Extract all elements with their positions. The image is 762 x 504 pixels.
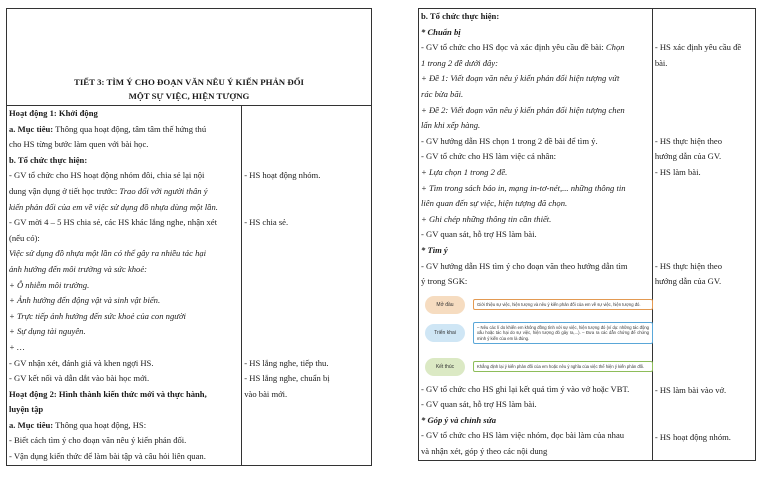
topic-2: + Đề 2: Viết đoạn văn nêu ý kiến phản đối hiện tượng chen: [421, 104, 625, 115]
student-line: - HS thực hiện theo: [654, 135, 723, 146]
org-line: - GV nhận xét, đánh giá và khen ngợi HS.: [9, 357, 154, 368]
student-line: - HS làm bài.: [654, 166, 701, 177]
org-line-italic: liên quan đến sự việc, hiện tượng đã chọn.: [421, 198, 568, 209]
student-line: - HS hoạt động nhóm.: [654, 432, 731, 443]
page-gutter: [376, 0, 386, 504]
student-line: - HS xác định yêu cầu đề: [654, 42, 742, 53]
lesson-title: TIẾT 3: TÌM Ý CHO ĐOẠN VĂN NÊU Ý KIẾN PHẢN ĐỐI: [74, 77, 304, 87]
student-line: - HS làm bài vào vở.: [654, 385, 727, 396]
goal-item: - Biết cách tìm ý cho đoạn văn nêu ý kiến phản đối.: [9, 435, 187, 446]
topic-1: + Đề 1: Viết đoạn văn nêu ý kiến phản đối hiện tượng vứt: [421, 73, 620, 84]
student-line: hướng dẫn của GV.: [654, 151, 722, 162]
section-prep: * Chuẩn bị: [421, 26, 461, 37]
conclusion-cloud-icon: Kết thúc: [425, 358, 465, 376]
goal-label: a. Mục tiêu:: [9, 123, 54, 134]
org-line-italic: kiến phản đối của em về việc sử dụng đồ nhựa dùng một lần.: [9, 201, 218, 212]
goal-text: Thông qua hoạt động, HS:: [53, 419, 147, 430]
org-line: và nhận xét, góp ý theo các nội dung: [421, 446, 548, 457]
org-line: ý trong SGK:: [421, 276, 468, 287]
student-line: - HS thực hiện theo: [654, 260, 723, 271]
org-line-italic: Việc sử dụng đồ nhựa một lần có thể gây ra nhiều tác hại: [9, 248, 207, 259]
body-cloud-icon: Triển khai: [425, 324, 465, 342]
left-page: [0, 0, 376, 504]
org-line-italic: ảnh hưởng đến môi trường và sức khoẻ:: [9, 263, 148, 274]
student-line: vào bài mới.: [244, 388, 288, 399]
org-line: - GV tổ chức cho HS đọc và xác định yêu cầu đề bài:: [421, 42, 606, 53]
body-description: – Nêu các lí do khiến em không đồng tình với sự việc, hiện tượng đó (ví dụ: những tác động xấu hoặc tác hại do sự việc, hiện tượng đó gây ra,...). – Đưa ra các dẫn chứng để chứng minh ý kiến của em là đúng.: [473, 322, 653, 345]
lesson-table-right: [418, 8, 756, 461]
student-line: - HS hoạt động nhóm.: [244, 170, 321, 181]
org-line: - GV tổ chức cho HS ghi lại kết quả tìm ý vào vở hoặc VBT.: [421, 383, 630, 394]
activity2-heading-cont: luyện tập: [9, 404, 44, 415]
student-line: bài.: [654, 57, 668, 68]
student-line: - HS lắng nghe, tiếp thu.: [244, 357, 329, 368]
org-line: - GV hướng dẫn HS chọn 1 trong 2 đề bài để tìm ý.: [421, 135, 598, 146]
org-line: - GV mời 4 – 5 HS chia sẻ, các HS khác lắng nghe, nhận xét: [9, 217, 217, 228]
org-line: - GV quan sát, hỗ trợ HS làm bài.: [421, 229, 537, 240]
org-line-italic: + Ô nhiễm môi trường.: [9, 279, 90, 290]
org-line-italic: + Ghi chép những thông tin cần thiết.: [421, 213, 552, 224]
outline-step-body: [425, 322, 653, 345]
intro-description: Giới thiệu sự việc, hiện tượng và nêu ý kiến phản đối của em về sự việc, hiện tượng đó.: [473, 299, 653, 311]
outline-step-conclusion: [425, 358, 653, 376]
teacher-activities-cell: [419, 9, 653, 461]
org-heading: b. Tổ chức thực hiện:: [421, 11, 500, 21]
conclusion-description: Khẳng định lại ý kiến phản đối của em hoặc nêu ý nghĩa của việc thể hiện ý kiến phản đối.: [473, 361, 653, 373]
student-activities-cell: [242, 106, 372, 466]
org-line-italic: + Tìm trong sách báo in, mạng in-tơ-nét,... những thông tin: [421, 182, 626, 193]
student-line: - HS lắng nghe, chuẩn bị: [244, 373, 330, 384]
org-line-italic: + Sự dụng tài nguyên.: [9, 326, 86, 337]
section-edit: * Góp ý và chỉnh sửa: [421, 414, 497, 425]
org-line: dung vận dụng ở tiết học trước:: [9, 185, 120, 196]
org-heading: b. Tổ chức thực hiện:: [9, 154, 88, 165]
org-line-italic: + Trực tiếp ảnh hưởng đến sức khoẻ của con người: [9, 310, 186, 321]
outline-diagram: [421, 294, 650, 380]
goal-text: Thông qua hoạt động, tâm tâm thế hứng thú: [53, 123, 207, 134]
teacher-activities-cell: [7, 106, 242, 466]
section-find: * Tìm ý: [421, 244, 448, 255]
student-activities-cell: [652, 9, 755, 461]
org-line-italic: + Lựa chọn 1 trong 2 đề.: [421, 166, 508, 177]
goal-text-cont: cho HS từng bước làm quen với bài học.: [9, 139, 149, 150]
intro-cloud-icon: Mở đầu: [425, 296, 465, 314]
org-line-italic: + Ảnh hưởng đến động vật và sinh vật biển.: [9, 295, 161, 306]
org-line: - GV hướng dẫn HS tìm ý cho đoạn văn theo hướng dẫn tìm: [421, 260, 628, 271]
goal-item: - Vận dụng kiến thức để làm bài tập và câu hỏi liên quan.: [9, 451, 206, 462]
org-line: - GV tổ chức cho HS làm việc cá nhân:: [421, 151, 557, 162]
org-line: - GV tổ chức cho HS hoạt động nhóm đôi, chia sẻ lại nội: [9, 170, 205, 181]
goal-label: a. Mục tiêu:: [9, 419, 54, 430]
org-line: - GV tổ chức cho HS làm việc nhóm, đọc bài làm của nhau: [421, 430, 625, 441]
org-line: - GV kết nối và dẫn dắt vào bài học mới.: [9, 373, 150, 384]
activity2-heading: Hoạt động 2: Hình thành kiến thức mới và thực hành,: [9, 388, 207, 399]
lesson-subtitle: MỘT SỰ VIỆC, HIỆN TƯỢNG: [128, 91, 250, 101]
outline-step-intro: [425, 296, 653, 314]
org-line-italic: Chọn: [605, 42, 625, 53]
student-line: hướng dẫn của GV.: [654, 276, 722, 287]
topic-2-cont: lấn khi xếp hàng.: [421, 120, 481, 131]
org-line: - GV quan sát, hỗ trợ HS làm bài.: [421, 399, 537, 410]
activity1-heading: Hoạt động 1: Khởi động: [9, 108, 98, 118]
student-line: - HS chia sẻ.: [244, 217, 289, 228]
org-line-italic: + …: [9, 341, 25, 352]
org-line-italic: 1 trong 2 đề dưới đây:: [421, 57, 498, 68]
title-cell: [7, 9, 372, 106]
org-line: (nếu có):: [9, 232, 40, 243]
topic-1-cont: rác bừa bãi.: [421, 88, 464, 99]
org-line-italic: Trao đổi với người thân ý: [119, 185, 208, 196]
right-page: [386, 0, 762, 504]
lesson-table-left: [6, 8, 372, 466]
